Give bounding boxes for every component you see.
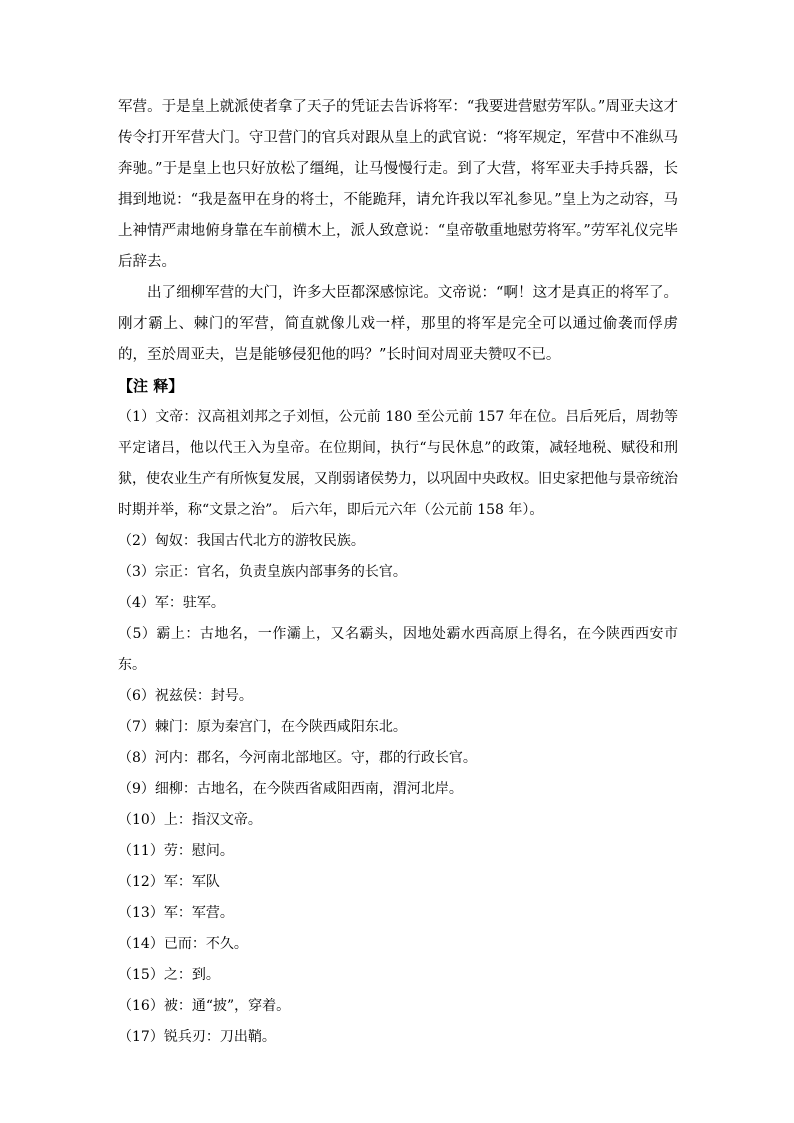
note-item-6: （6）祝兹侯：封号。 xyxy=(118,688,253,704)
notes-heading: 【注 释】 xyxy=(118,377,184,395)
note-item-15: （15）之：到。 xyxy=(118,967,220,983)
note-item-11: （11）劳：慰问。 xyxy=(118,843,234,859)
note-item-16: （16）被：通“披”，穿着。 xyxy=(118,998,291,1014)
page-content xyxy=(118,92,678,1053)
note-item-8: （8）河内：郡名，今河南北部地区。守，郡的行政长官。 xyxy=(118,750,477,766)
note-item-1: （1）文帝：汉高祖刘邦之子刘恒，公元前 180 至公元前 157 年在位。吕后死后，周勃等平定诸吕，他以代王入为皇帝。在位期间，执行“与民休息”的政策，减轻地税、赋役和刑狱，使农业生产有所恢复发展，又削弱诸侯势力，以巩固中央政权。旧史家把他与景帝统治时期并举，称“文景之治”。 后六年，即后元六年（公元前 158 年）。 xyxy=(118,409,678,518)
note-item-17: （17）锐兵刃：刀出鞘。 xyxy=(118,1029,276,1045)
note-item-3: （3）宗正：官名，负责皇族内部事务的长官。 xyxy=(118,564,407,580)
note-item-9: （9）细柳：古地名，在今陕西省咸阳西南，渭河北岸。 xyxy=(118,781,463,797)
note-item-10: （10）上：指汉文帝。 xyxy=(118,812,262,828)
passage-paragraph-2: 出了细柳军营的大门，许多大臣都深感惊诧。文帝说：“啊！这才是真正的将军了。刚才霸上、棘门的军营，简直就像儿戏一样，那里的将军是完全可以通过偷袭而俘虏的，至於周亚夫，岂是能够侵犯他的吗？”长时间对周亚夫赞叹不已。 xyxy=(118,285,678,363)
note-item-14: （14）已而：不久。 xyxy=(118,936,248,952)
note-item-13: （13）军：军营。 xyxy=(118,905,234,921)
note-item-4: （4）军：驻军。 xyxy=(118,595,225,611)
note-item-12: （12）军：军队 xyxy=(118,874,220,890)
note-item-2: （2）匈奴：我国古代北方的游牧民族。 xyxy=(118,533,365,549)
note-item-5: （5）霸上：古地名，一作灞上，又名霸头，因地处霸水西高原上得名，在今陕西西安市东。 xyxy=(118,626,678,673)
note-item-7: （7）棘门：原为秦宫门，在今陕西咸阳东北。 xyxy=(118,719,407,735)
notes-list xyxy=(118,402,678,1053)
passage-paragraph-1: 军营。于是皇上就派使者拿了天子的凭证去告诉将军：“我要进营慰劳军队。”周亚夫这才传令打开军营大门。守卫营门的官兵对跟从皇上的武官说：“将军规定，军营中不准纵马奔驰。”于是皇上也只好放松了缰绳，让马慢慢行走。到了大营，将军亚夫手持兵器，长揖到地说：“我是盔甲在身的将士，不能跪拜，请允许我以军礼参见。”皇上为之动容，马上神情严肃地俯身靠在车前横木上，派人致意说：“皇帝敬重地慰劳将军。”劳军礼仪完毕后辞去。 xyxy=(118,99,678,270)
